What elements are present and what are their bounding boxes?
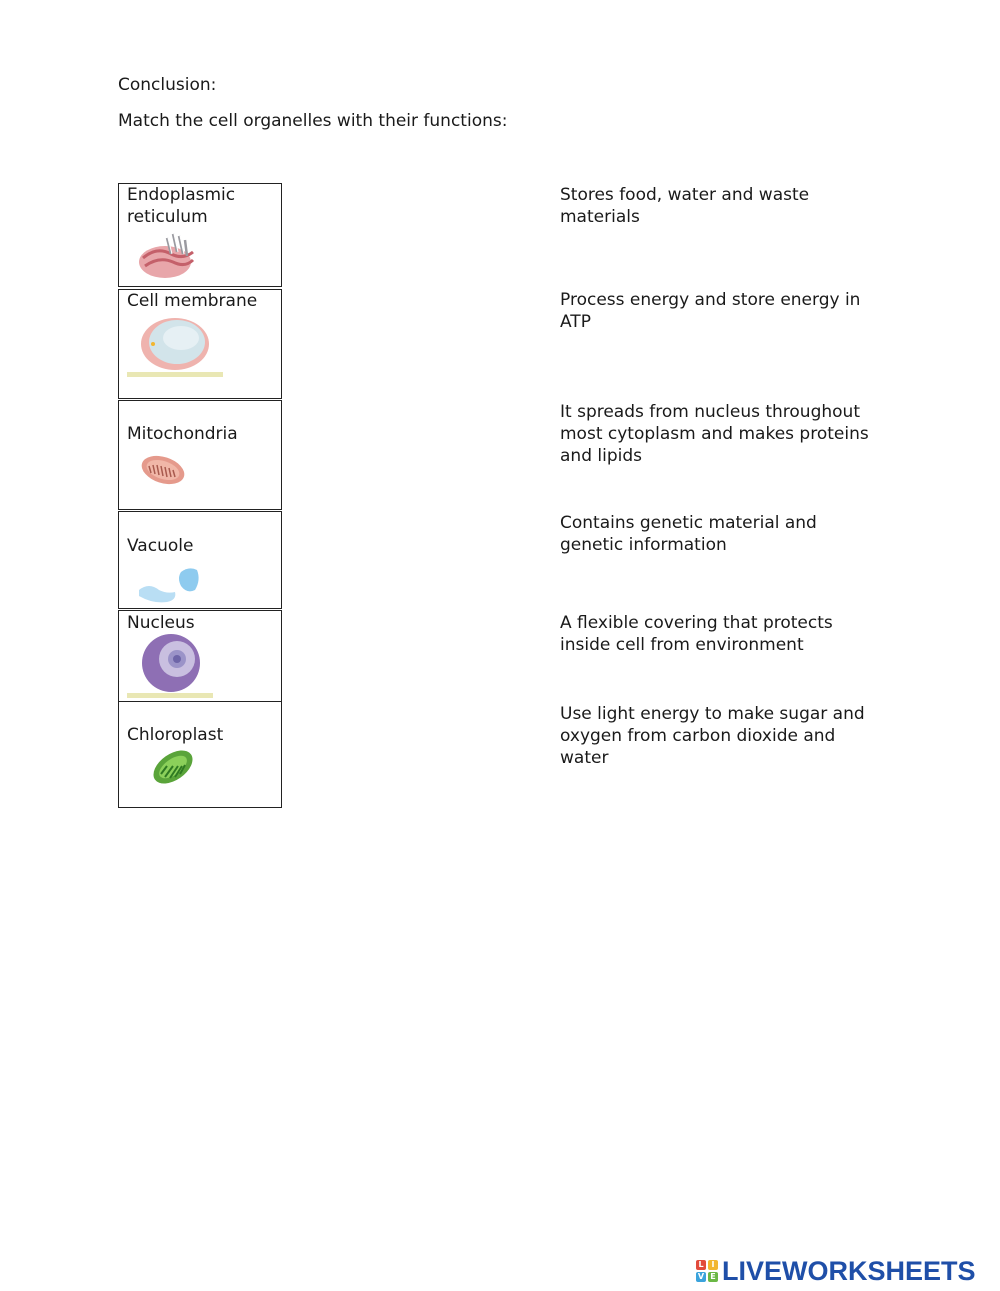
logo-letter: I [708,1260,718,1270]
liveworksheets-logo [696,1256,976,1286]
logo-mark-icon [696,1260,718,1282]
function-text[interactable]: Use light energy to make sugar and oxygen from carbon dioxide and water [560,704,865,768]
vacuole-icon [137,566,201,606]
function-text[interactable]: Stores food, water and waste materials [560,185,810,227]
function-text[interactable]: It spreads from nucleus throughout most cytoplasm and makes proteins and lipids [560,402,869,466]
organelle-label: Nucleus [127,613,195,633]
function-text[interactable]: Process energy and store energy in ATP [560,290,861,332]
function-text[interactable]: A flexible covering that protects inside cell from environment [560,613,833,655]
organelle-cell-nucleus[interactable] [118,610,282,702]
cell-membrane-icon [139,312,213,374]
organelle-cell-endoplasmic-reticulum[interactable] [118,183,282,287]
endoplasmic-reticulum-icon [137,228,199,282]
organelle-label: Mitochondria [127,424,238,444]
organelle-cell-cell-membrane[interactable] [118,289,282,399]
logo-letter: V [697,1272,705,1281]
divider-bar [127,693,213,698]
chloroplast-icon [149,746,197,788]
organelle-cell-vacuole[interactable] [118,511,282,609]
organelle-label: Vacuole [127,536,194,556]
organelle-label: Chloroplast [127,725,224,745]
logo-text: LIVEWORKSHEETS [722,1256,976,1286]
organelle-label: Endoplasmic reticulum [127,185,236,227]
divider-bar [127,372,223,377]
instruction-text: Match the cell organelles with their functions: [118,111,508,131]
organelle-cell-chloroplast[interactable] [118,701,282,808]
logo-letter: E [708,1272,718,1282]
mitochondria-icon [139,451,187,489]
nucleus-icon [141,633,201,693]
logo-letter: L [696,1260,706,1270]
organelle-label: Cell membrane [127,291,258,311]
organelle-cell-mitochondria[interactable] [118,400,282,510]
function-text[interactable]: Contains genetic material and genetic information [560,513,817,555]
conclusion-heading: Conclusion: [118,75,217,95]
